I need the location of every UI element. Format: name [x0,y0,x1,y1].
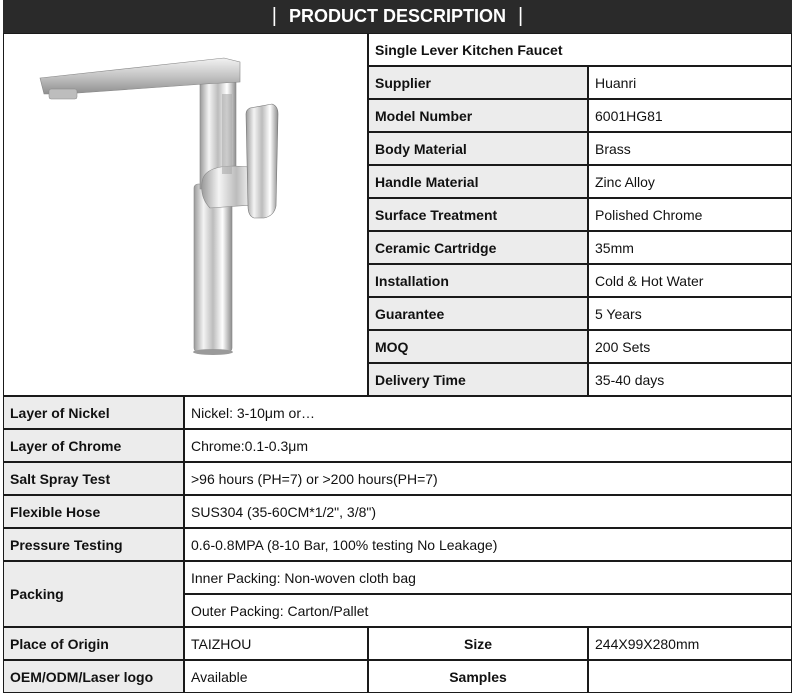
packing-label: Packing [3,561,184,627]
flexible-hose-label: Flexible Hose [3,495,184,528]
supplier-value: Huanri [588,66,792,99]
header-title: PRODUCT DESCRIPTION [288,6,506,26]
oem-value: Available [184,660,368,693]
body-material-label: Body Material [368,132,588,165]
samples-label: Samples [368,660,588,693]
header-bar-left: | [271,5,277,27]
flexible-hose-value: SUS304 (35-60CM*1/2", 3/8") [184,495,792,528]
samples-value [588,660,792,693]
chrome-layer-value: Chrome:0.1-0.3μm [184,429,792,462]
inner-packing-value: Inner Packing: Non-woven cloth bag [184,561,792,594]
body-material-value: Brass [588,132,792,165]
nickel-layer-value: Nickel: 3-10μm or… [184,396,792,429]
salt-spray-value: >96 hours (PH=7) or >200 hours(PH=7) [184,462,792,495]
model-number-value: 6001HG81 [588,99,792,132]
salt-spray-label: Salt Spray Test [3,462,184,495]
faucet-image [4,34,367,395]
moq-label: MOQ [368,330,588,363]
delivery-time-value: 35-40 days [588,363,792,396]
origin-label: Place of Origin [3,627,184,660]
moq-value: 200 Sets [588,330,792,363]
size-label: Size [368,627,588,660]
product-image-cell [3,33,368,396]
guarantee-value: 5 Years [588,297,792,330]
origin-value: TAIZHOU [184,627,368,660]
handle-material-label: Handle Material [368,165,588,198]
header-bar-right: | [518,5,524,27]
surface-treatment-label: Surface Treatment [368,198,588,231]
surface-treatment-value: Polished Chrome [588,198,792,231]
nickel-layer-label: Layer of Nickel [3,396,184,429]
section-header [3,0,792,33]
installation-label: Installation [368,264,588,297]
installation-value: Cold & Hot Water [588,264,792,297]
chrome-layer-label: Layer of Chrome [3,429,184,462]
ceramic-cartridge-label: Ceramic Cartridge [368,231,588,264]
model-number-label: Model Number [368,99,588,132]
product-title: Single Lever Kitchen Faucet [368,33,792,66]
handle-material-value: Zinc Alloy [588,165,792,198]
oem-label: OEM/ODM/Laser logo [3,660,184,693]
guarantee-label: Guarantee [368,297,588,330]
outer-packing-value: Outer Packing: Carton/Pallet [184,594,792,627]
ceramic-cartridge-value: 35mm [588,231,792,264]
delivery-time-label: Delivery Time [368,363,588,396]
pressure-testing-label: Pressure Testing [3,528,184,561]
size-value: 244X99X280mm [588,627,792,660]
supplier-label: Supplier [368,66,588,99]
pressure-testing-value: 0.6-0.8MPA (8-10 Bar, 100% testing No Leakage) [184,528,792,561]
